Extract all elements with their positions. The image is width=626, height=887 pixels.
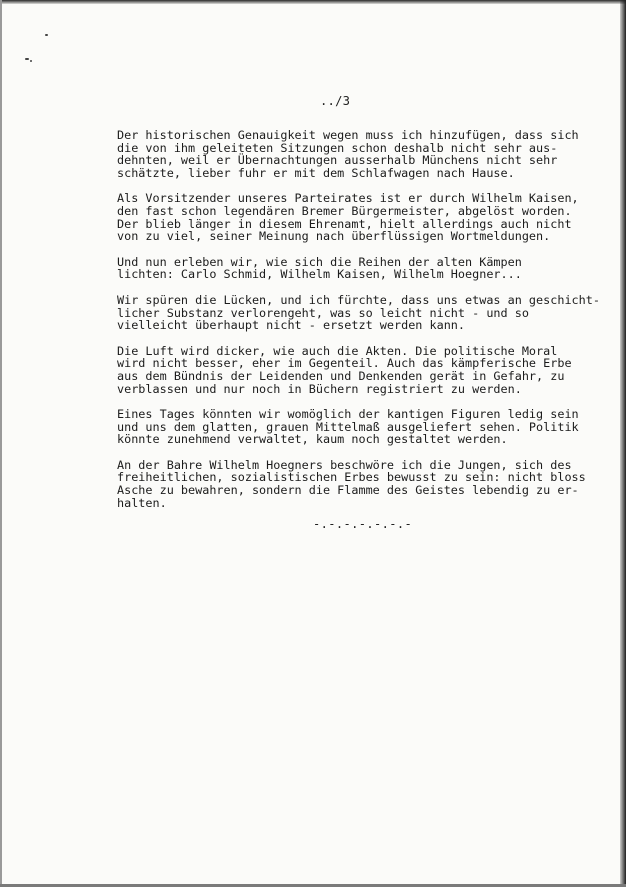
paragraph-1 <box>117 129 597 179</box>
end-separator: -.-.-.-.-.-.- <box>313 517 413 531</box>
text-line: Der blieb länger in diesem Ehrenamt, hielt allerdings auch nicht <box>117 216 572 231</box>
text-line: dehnten, weil er Übernachtungen ausserhalb Münchens nicht sehr <box>117 153 558 168</box>
text-line: Asche zu bewahren, sondern die Flamme des Geistes lebendig zu er- <box>117 483 579 498</box>
text-line: Die Luft wird dicker, wie auch die Akten. Die politische Moral <box>117 343 558 358</box>
text-line: die von ihm geleiteten Sitzungen schon deshalb nicht sehr aus- <box>117 140 558 155</box>
text-line: von zu viel, seiner Meinung nach überflüssigen Wortmeldungen. <box>117 229 551 244</box>
scan-speck <box>25 58 29 60</box>
text-line: und uns dem glatten, grauen Mittelmaß ausgeliefert sehen. Politik <box>117 419 579 434</box>
paragraph-5 <box>117 345 597 395</box>
text-line: schätzte, lieber fuhr er mit dem Schlafwagen nach Hause. <box>117 165 515 180</box>
text-line: licher Substanz verlorengeht, was so leicht nicht - und so <box>117 305 529 320</box>
scan-speck <box>45 34 48 36</box>
scan-edge-top <box>0 0 626 4</box>
page-number: ../3 <box>320 94 351 108</box>
text-line: halten. <box>117 495 167 510</box>
text-line: An der Bahre Wilhelm Hoegners beschwöre ich die Jungen, sich des <box>117 457 572 472</box>
paragraph-7 <box>117 459 597 509</box>
text-line: Eines Tages könnten wir womöglich der kantigen Figuren ledig sein <box>117 407 579 422</box>
text-line: aus dem Bündnis der Leidenden und Denkenden gerät in Gefahr, zu <box>117 368 565 383</box>
text-line: Wir spüren die Lücken, und ich fürchte, dass uns etwas an geschicht- <box>117 292 600 307</box>
text-line: Der historischen Genauigkeit wegen muss ich hinzufügen, dass sich <box>117 128 579 142</box>
text-line: Und nun erleben wir, wie sich die Reihen der alten Kämpen <box>117 254 522 269</box>
paragraph-6 <box>117 408 597 446</box>
text-line: könnte zunehmend verwaltet, kaum noch gestaltet werden. <box>117 432 508 447</box>
text-line: den fast schon legendären Bremer Bürgermeister, abgelöst worden. <box>117 203 572 218</box>
paragraph-3 <box>117 256 597 281</box>
text-line: wird nicht besser, eher im Gegenteil. Auch das kämpferische Erbe <box>117 356 572 371</box>
text-line: lichten: Carlo Schmid, Wilhelm Kaisen, Wilhelm Hoegner... <box>117 267 522 282</box>
text-line: Als Vorsitzender unseres Parteirates ist er durch Wilhelm Kaisen, <box>117 191 579 206</box>
text-line: vielleicht überhaupt nicht - ersetzt werden kann. <box>117 318 466 333</box>
scan-edge-left <box>0 0 2 887</box>
body-text <box>117 128 600 522</box>
paragraph-4 <box>117 292 600 333</box>
text-line: freiheitlichen, sozialistischen Erbes bewusst zu sein: nicht bloss <box>117 470 586 485</box>
paragraph-2 <box>117 192 597 242</box>
scan-speck <box>30 60 32 62</box>
text-line: verblassen und nur noch in Büchern registriert zu werden. <box>117 381 522 396</box>
scan-edge-right <box>620 0 626 887</box>
